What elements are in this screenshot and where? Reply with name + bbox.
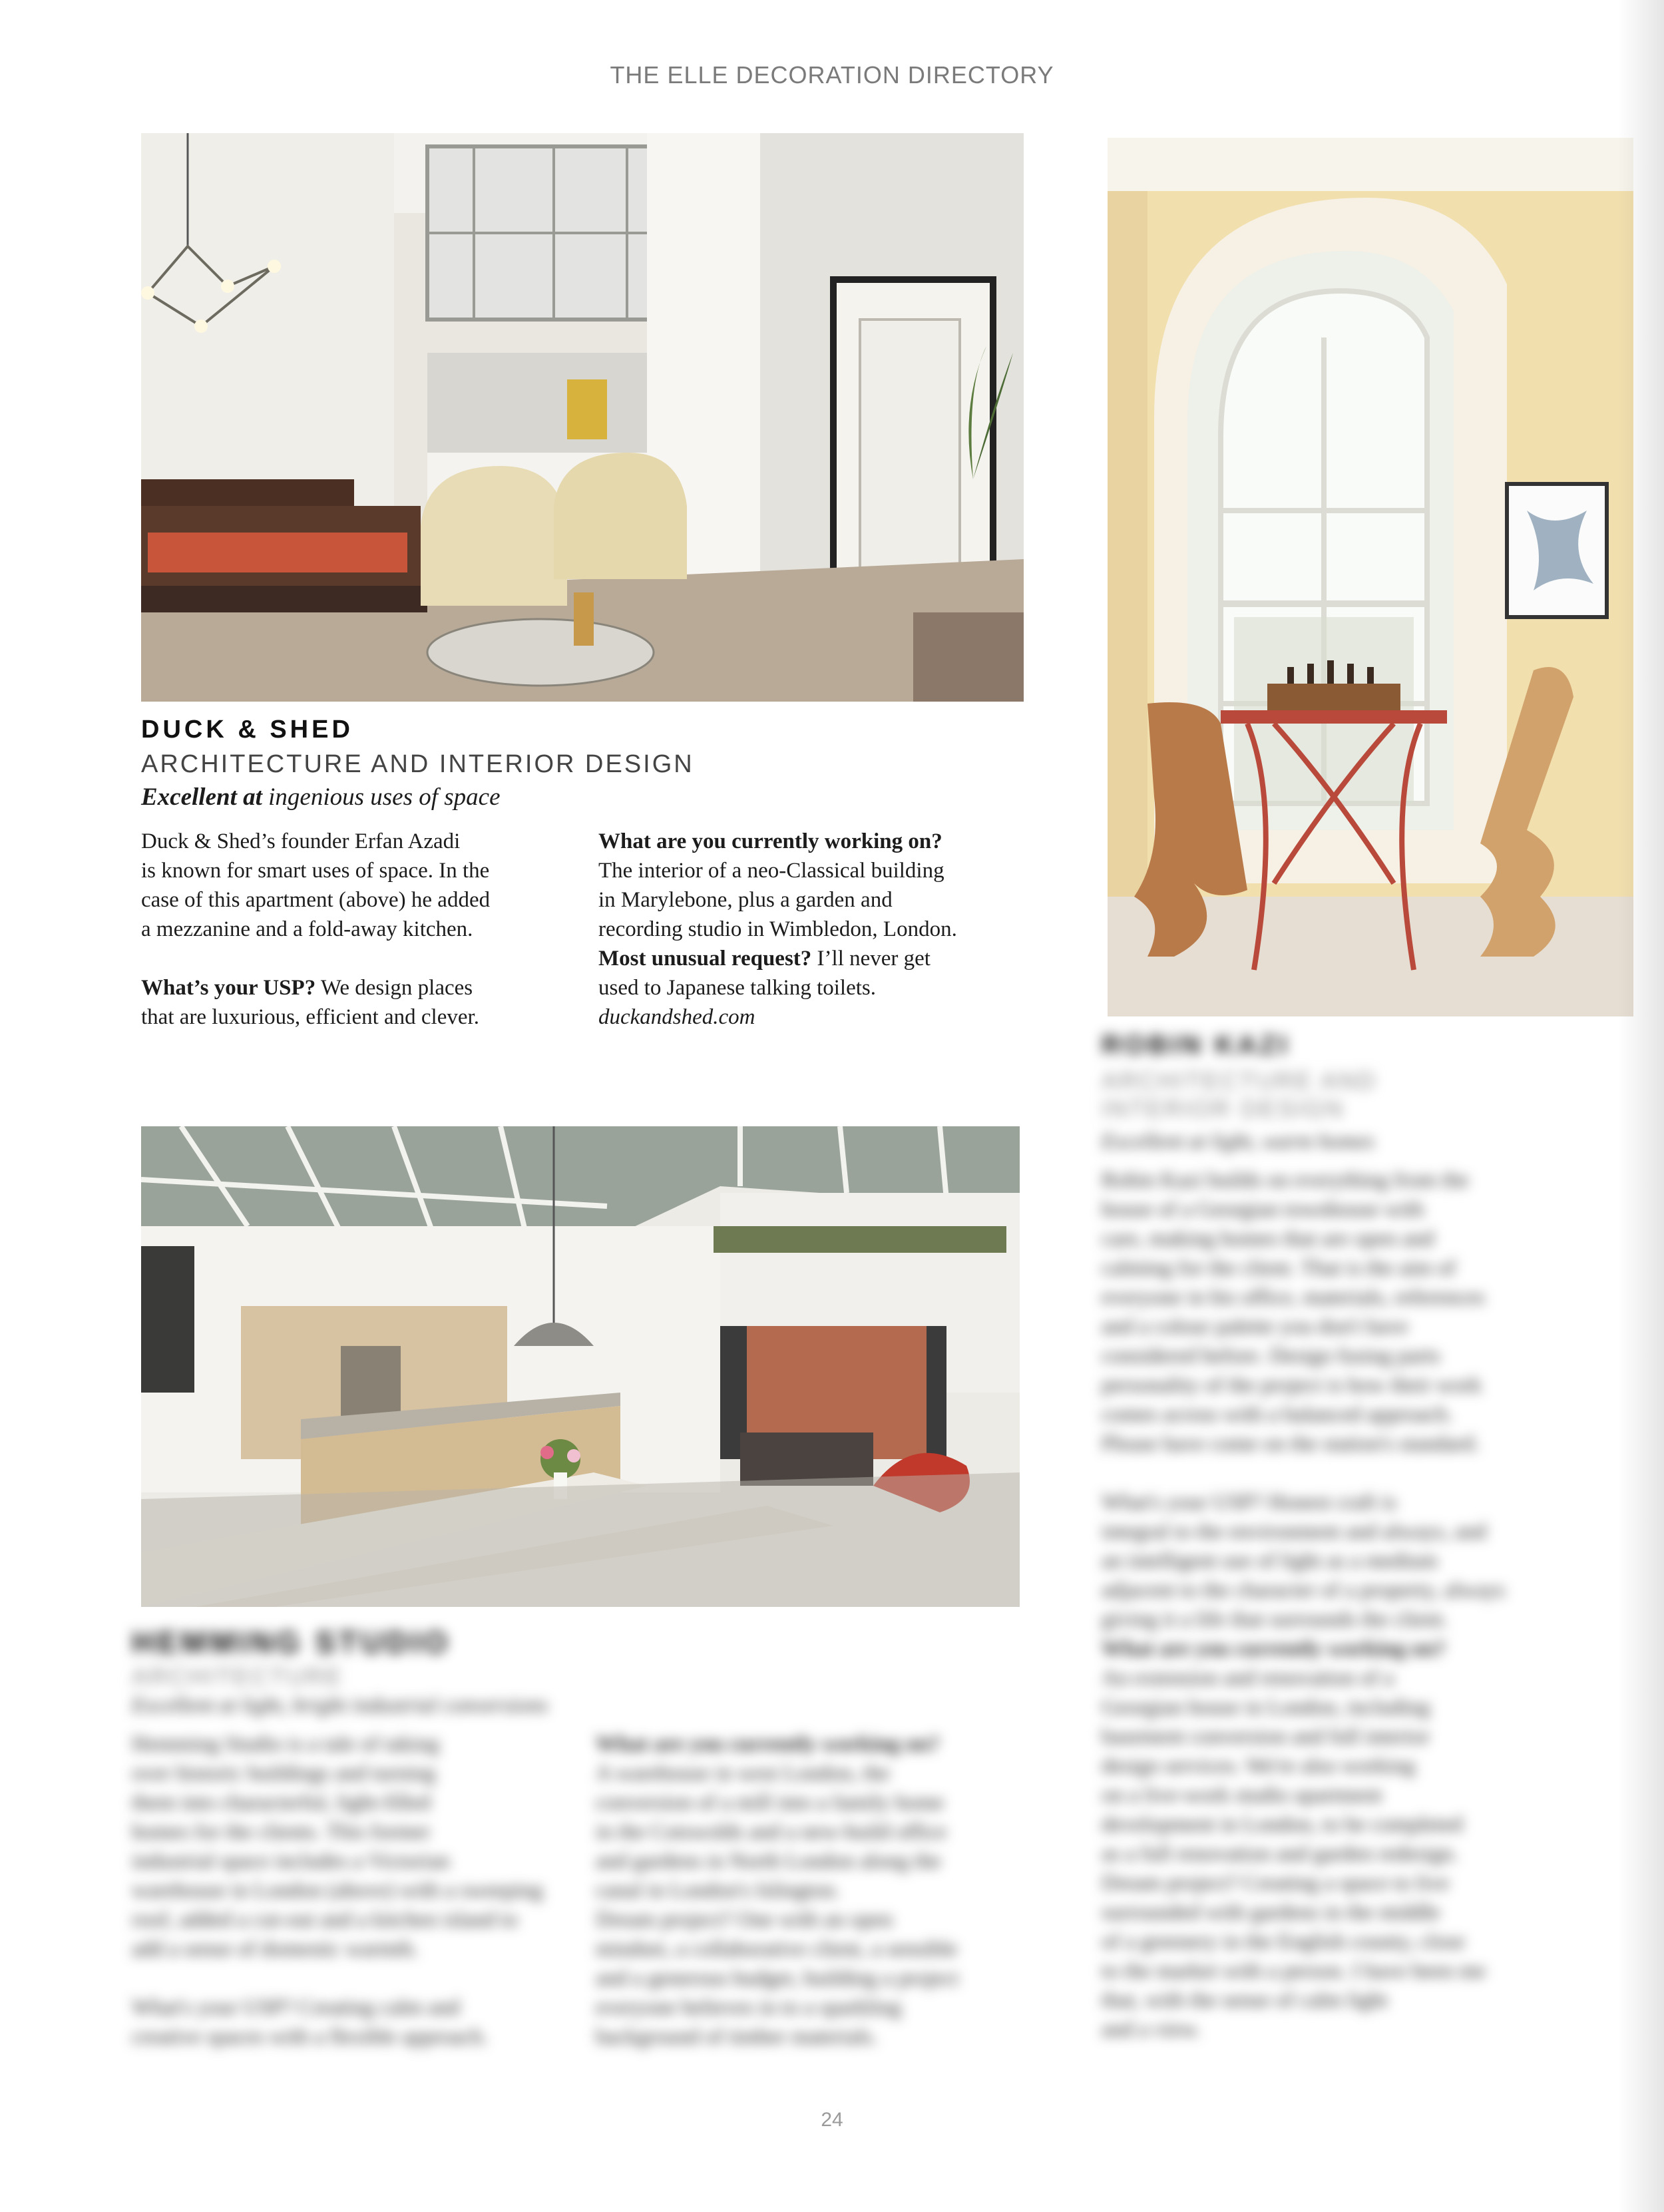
unusual-paragraph (598, 944, 1038, 973)
excellent-at-label: Excellent at (141, 783, 262, 811)
blurred-heading: What are you currently working on? (1102, 1637, 1446, 1661)
blurred-body (1102, 1166, 1567, 2044)
photo-arched-window-room (1108, 138, 1633, 1016)
blurred-line: everyone in his office, materials, references (1102, 1285, 1485, 1309)
blurred-line: and gardens in North London along the (596, 1849, 941, 1873)
blurred-line: them into characterful, light-filled (132, 1791, 431, 1815)
blurred-line: and a view. (1102, 2018, 1201, 2042)
usp-paragraph (141, 973, 567, 1002)
article-column-2 (598, 827, 1038, 1032)
working-question (598, 827, 1038, 856)
blurred-line: mindset, a collaborative client, a sensible (596, 1937, 958, 1961)
discipline: ARCHITECTURE AND INTERIOR DESIGN (141, 750, 694, 778)
unusual-answer: I’ll never get (811, 947, 931, 971)
blurred-discipline-line: ARCHITECTURE AND (1102, 1067, 1378, 1094)
website-link[interactable] (598, 1002, 1038, 1032)
body-line: case of this apartment (above) he added (141, 888, 491, 912)
blurred-line: Please have come on the station's standard. (1102, 1432, 1480, 1456)
website-text: duckandshed.com (598, 1005, 755, 1029)
blurred-line: Georgian house in London, including (1102, 1695, 1430, 1719)
body-line: in Marylebone, plus a garden and (598, 888, 893, 912)
blurred-studio-name: ROBIN KAZI (1102, 1030, 1291, 1060)
blurred-line: A warehouse in west London, the (596, 1761, 890, 1785)
blurred-line: surrounded with gardens in the middle (1102, 1900, 1440, 1924)
running-head: THE ELLE DECORATION DIRECTORY (610, 61, 1054, 89)
photo-warehouse-kitchen (141, 1126, 1020, 1607)
excellent-at-text: ingenious uses of space (268, 783, 501, 811)
blurred-article-bottom (132, 1624, 1037, 1720)
blurred-line: on a live-work studio apartment (1102, 1783, 1382, 1807)
blurred-line: creative spaces with a flexible approach. (132, 2025, 489, 2049)
blurred-bottom-column-2 (596, 1729, 1022, 2052)
working-question-text: What are you currently working on? (598, 829, 942, 853)
blurred-line: design services. We're also working (1102, 1754, 1415, 1778)
blurred-line: in the Cotswolds and a new-build office (596, 1820, 947, 1844)
blurred-line: calming for the client. That is the aim of (1102, 1256, 1456, 1280)
page-edge-shadow (1617, 0, 1664, 2212)
blurred-line: and a colour palette you don't have (1102, 1315, 1408, 1339)
blurred-line: as a full renovation and garden redesign. (1102, 1842, 1459, 1866)
blurred-line: development in London, to be completed (1102, 1813, 1463, 1837)
body-line: a mezzanine and a fold-away kitchen. (141, 917, 473, 941)
blurred-line: An extension and renovation of a (1102, 1666, 1394, 1690)
blurred-line: over historic buildings and turning (132, 1761, 436, 1785)
blurred-line: add a sense of domestic warmth. (132, 1937, 419, 1961)
blurred-line: warehouse in London (above) with a sweeping (132, 1879, 543, 1902)
blurred-line: and a generous budget, building a project (596, 1966, 959, 1990)
blurred-line: giving it a life that surrounds the client. (1102, 1608, 1448, 1632)
studio-name: DUCK & SHED (141, 716, 353, 744)
blurred-heading: What are you currently working on? (596, 1732, 940, 1756)
article-column-1 (141, 827, 567, 1032)
blurred-discipline: ARCHITECTURE (132, 1663, 344, 1690)
body-line: Duck & Shed’s founder Erfan Azadi (141, 829, 461, 853)
blurred-line: Dream project? One with an open (596, 1908, 893, 1932)
blurred-line: homes for the clients. This former (132, 1820, 431, 1844)
blurred-line: Dream project? Creating a space to live (1102, 1871, 1450, 1895)
blurred-excellent-line: Excellent at light, bright industrial conversions (132, 1693, 548, 1717)
photo-duck-shed-interior (141, 133, 1024, 702)
blurred-line: of a greenery in the English county, close (1102, 1930, 1465, 1954)
blurred-line: everyone believes in to a sparkling (596, 1996, 902, 2020)
blurred-line: industrial space includes a Victorian (132, 1849, 450, 1873)
blurred-excellent-line: Excellent at light, warm homes (1102, 1130, 1374, 1154)
blurred-line: house of a Georgian townhouse with (1102, 1198, 1424, 1221)
blurred-line: What's your USP? Honest craft is (1102, 1490, 1397, 1514)
page-number: 24 (821, 2109, 843, 2131)
blurred-bottom-column-1 (132, 1729, 558, 2052)
blurred-line: that, with the sense of calm light (1102, 1988, 1388, 2012)
blurred-line: adjacent to the character of a property, always (1102, 1578, 1506, 1602)
blurred-article-right (1102, 1030, 1567, 2044)
blurred-line: personality of the project is how their work (1102, 1373, 1482, 1397)
blurred-line: an intelligent use of light as a medium (1102, 1549, 1438, 1573)
unusual-question: Most unusual request? (598, 947, 812, 971)
blurred-line: basement conversion and full interior (1102, 1725, 1430, 1749)
body-line: that are luxurious, efficient and clever. (141, 1005, 479, 1029)
blurred-line: Robin Kazi builds on everything from the (1102, 1168, 1469, 1192)
blurred-line: to the market with a person. I have been me (1102, 1959, 1486, 1983)
blurred-line: care, making homes that are open and (1102, 1227, 1434, 1251)
excellent-at-line (141, 783, 501, 811)
blurred-studio-name: HEMMING STUDIO (132, 1625, 451, 1659)
blurred-line: integral to the environment and always, and (1102, 1520, 1487, 1544)
blurred-line: considered before. Design fusing parts (1102, 1344, 1440, 1368)
blurred-line: comes across with a balanced approach. (1102, 1403, 1453, 1427)
blurred-line: conversion of a mill into a family home (596, 1791, 944, 1815)
blurred-line: background of timber materials. (596, 2025, 878, 2049)
usp-question: What’s your USP? (141, 976, 316, 1000)
blurred-line: canal in London's Islington. (596, 1879, 841, 1902)
body-line: recording studio in Wimbledon, London. (598, 917, 957, 941)
usp-answer: We design places (315, 976, 473, 1000)
body-line: used to Japanese talking toilets. (598, 976, 876, 1000)
blurred-line: Hemming Studio is a tale of taking (132, 1732, 439, 1756)
body-line: is known for smart uses of space. In the (141, 859, 490, 883)
blurred-discipline-line: INTERIOR DESIGN (1102, 1095, 1345, 1122)
blurred-line: What's your USP? Creating calm and (132, 1996, 460, 2020)
blurred-line: roof, added a cut-out and a kitchen island to (132, 1908, 519, 1932)
body-line: The interior of a neo-Classical building (598, 859, 944, 883)
